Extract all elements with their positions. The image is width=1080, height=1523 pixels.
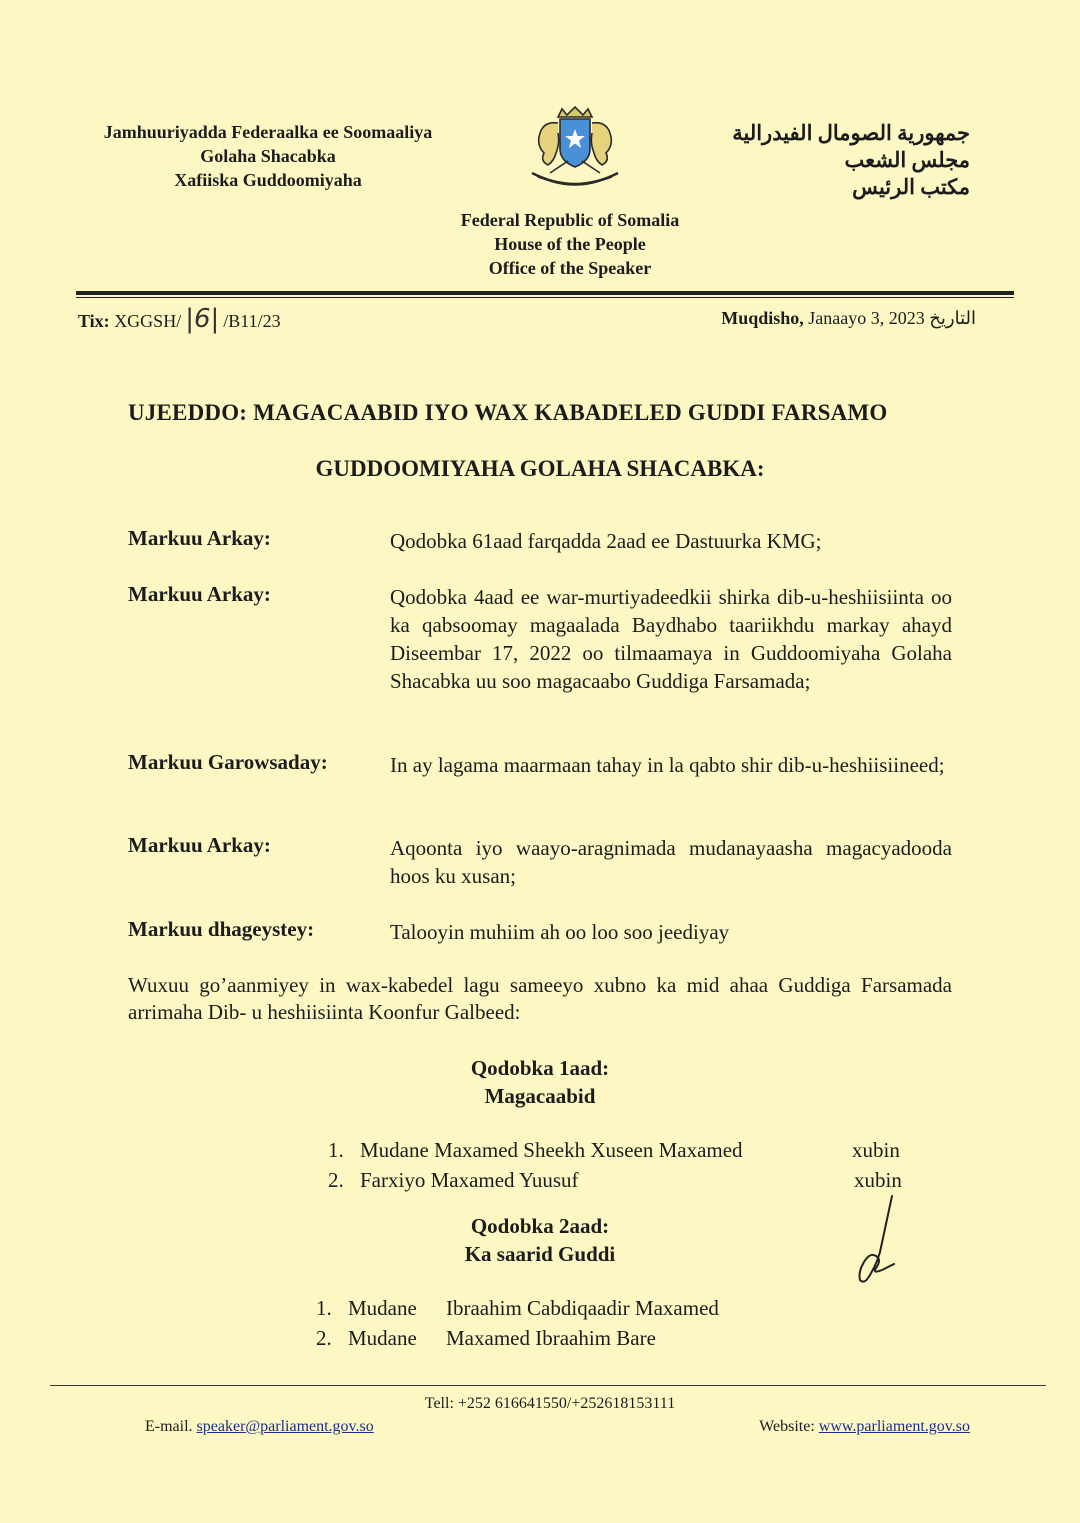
header-somali-line: Golaha Shacabka [200,146,336,166]
signature-mark [846,1194,906,1289]
clause-label: Markuu Garowsaday: [128,750,328,774]
date-line [600,308,976,329]
clause-text: Talooyin muhiim ah oo loo soo jeediyay [390,920,730,944]
article-1-title: Qodobka 1aad: [470,1056,610,1080]
article-1-item-number: 1. [328,1138,344,1162]
header-somali-line: Xafiiska Guddoomiyaha [174,170,362,190]
header-english-line: House of the People [494,234,646,254]
article-2-heading [330,1212,750,1268]
date-value: Janaayo 3, 2023 [808,308,925,328]
article-2-item-title: Mudane [348,1296,417,1320]
reference-prefix: Tix: [78,311,110,331]
article-2-item-number: 1. [316,1296,332,1320]
clause-label: Markuu dhageystey: [128,917,315,941]
article-1-subtitle: Magacaabid [484,1084,596,1108]
footer-website [640,1418,970,1436]
date-arabic-label: التاريخ [929,308,976,328]
footer-email-label: E-mail. [145,1418,193,1435]
decision-paragraph: Wuxuu go’aanmiyey in wax-kabedel lagu sameeyo xubno ka mid ahaa Guddiga Farsamada arrimaha Dib- u heshiisiinta Koonfur Galbeed: [128,973,952,1024]
clause-text: Qodobka 61aad farqadda 2aad ee Dastuurka KMG; [390,529,822,553]
header-arabic-line: مكتب الرئيس [852,175,970,199]
footer-website-label: Website: [759,1418,815,1435]
article-2-item-number: 2. [316,1326,332,1350]
clause-label: Markuu Arkay: [128,833,271,857]
header-arabic-line: جمهورية الصومال الفيدرالية [732,121,970,145]
subject-line-2: GUDDOOMIYAHA GOLAHA SHACABKA: [315,456,765,481]
article-1-item-number: 2. [328,1168,344,1192]
article-1-heading [330,1054,750,1110]
header-arabic [690,120,970,201]
header-english-line: Office of the Speaker [488,258,652,278]
clause-text: Aqoonta iyo waayo-aragnimada mudanayaasha magacyadooda hoos ku xusan; [390,836,952,888]
article-1-item-name: Farxiyo Maxamed Yuusuf [360,1168,579,1192]
header-divider-thin [76,297,1014,298]
footer-email [145,1418,374,1436]
clause-label: Markuu Arkay: [128,526,271,550]
handwritten-digit: 6 [193,304,211,334]
header-english-line: Federal Republic of Somalia [460,210,680,230]
reference-code-end: /B11/23 [223,311,281,331]
date-city: Muqdisho, [721,308,804,328]
reference-code-start: XGGSH/ [114,311,182,331]
subject-line-1: UJEEDDO: MAGACAABID IYO WAX KABADELED GUDDI FARSAMO [128,400,888,425]
header-somali-line: Jamhuuriyadda Federaalka ee Soomaaliya [103,122,433,142]
footer-website-link[interactable]: www.parliament.gov.so [818,1418,970,1435]
reference-handwritten-number: |6| [185,304,220,334]
article-1-item-role: xubin [854,1168,902,1192]
reference-number [78,304,281,334]
article-2-subtitle: Ka saarid Guddi [464,1242,616,1266]
header-arabic-line: مجلس الشعب [844,148,970,172]
article-1-item-role: xubin [852,1138,900,1162]
header-english [420,208,720,280]
article-1-item-name: Mudane Maxamed Sheekh Xuseen Maxamed [360,1138,743,1162]
footer-email-link[interactable]: speaker@parliament.gov.so [196,1418,374,1435]
footer-phone-label: Tell: [424,1395,454,1412]
clause-label: Markuu Arkay: [128,582,271,606]
header-somali [78,120,458,192]
article-2-item-title: Mudane [348,1326,417,1350]
footer-divider [50,1385,1046,1386]
article-2-title: Qodobka 2aad: [470,1214,610,1238]
clause-text: In ay lagama maarmaan tahay in la qabto shir dib-u-heshiisiineed; [390,753,945,777]
article-2-item-name: Ibraahim Cabdiqaadir Maxamed [446,1296,719,1320]
header-divider-thick [76,291,1014,295]
article-2-item-name: Maxamed Ibraahim Bare [446,1326,656,1350]
footer-phone [380,1395,720,1413]
somalia-coat-of-arms-icon [520,103,630,195]
footer-phone-value: +252 616641550/+252618153111 [457,1395,676,1412]
clause-text: Qodobka 4aad ee war-murtiyadeedkii shirka dib-u-heshiisiinta oo ka qabsoomay magaalada Baydhabo taariikhdu markay ahayd Diseembar 17, 2022 oo tilmaamaya in Guddoomiyaha Golaha Shacabka uu soo magacaabo Guddiga Farsamada; [390,585,952,693]
